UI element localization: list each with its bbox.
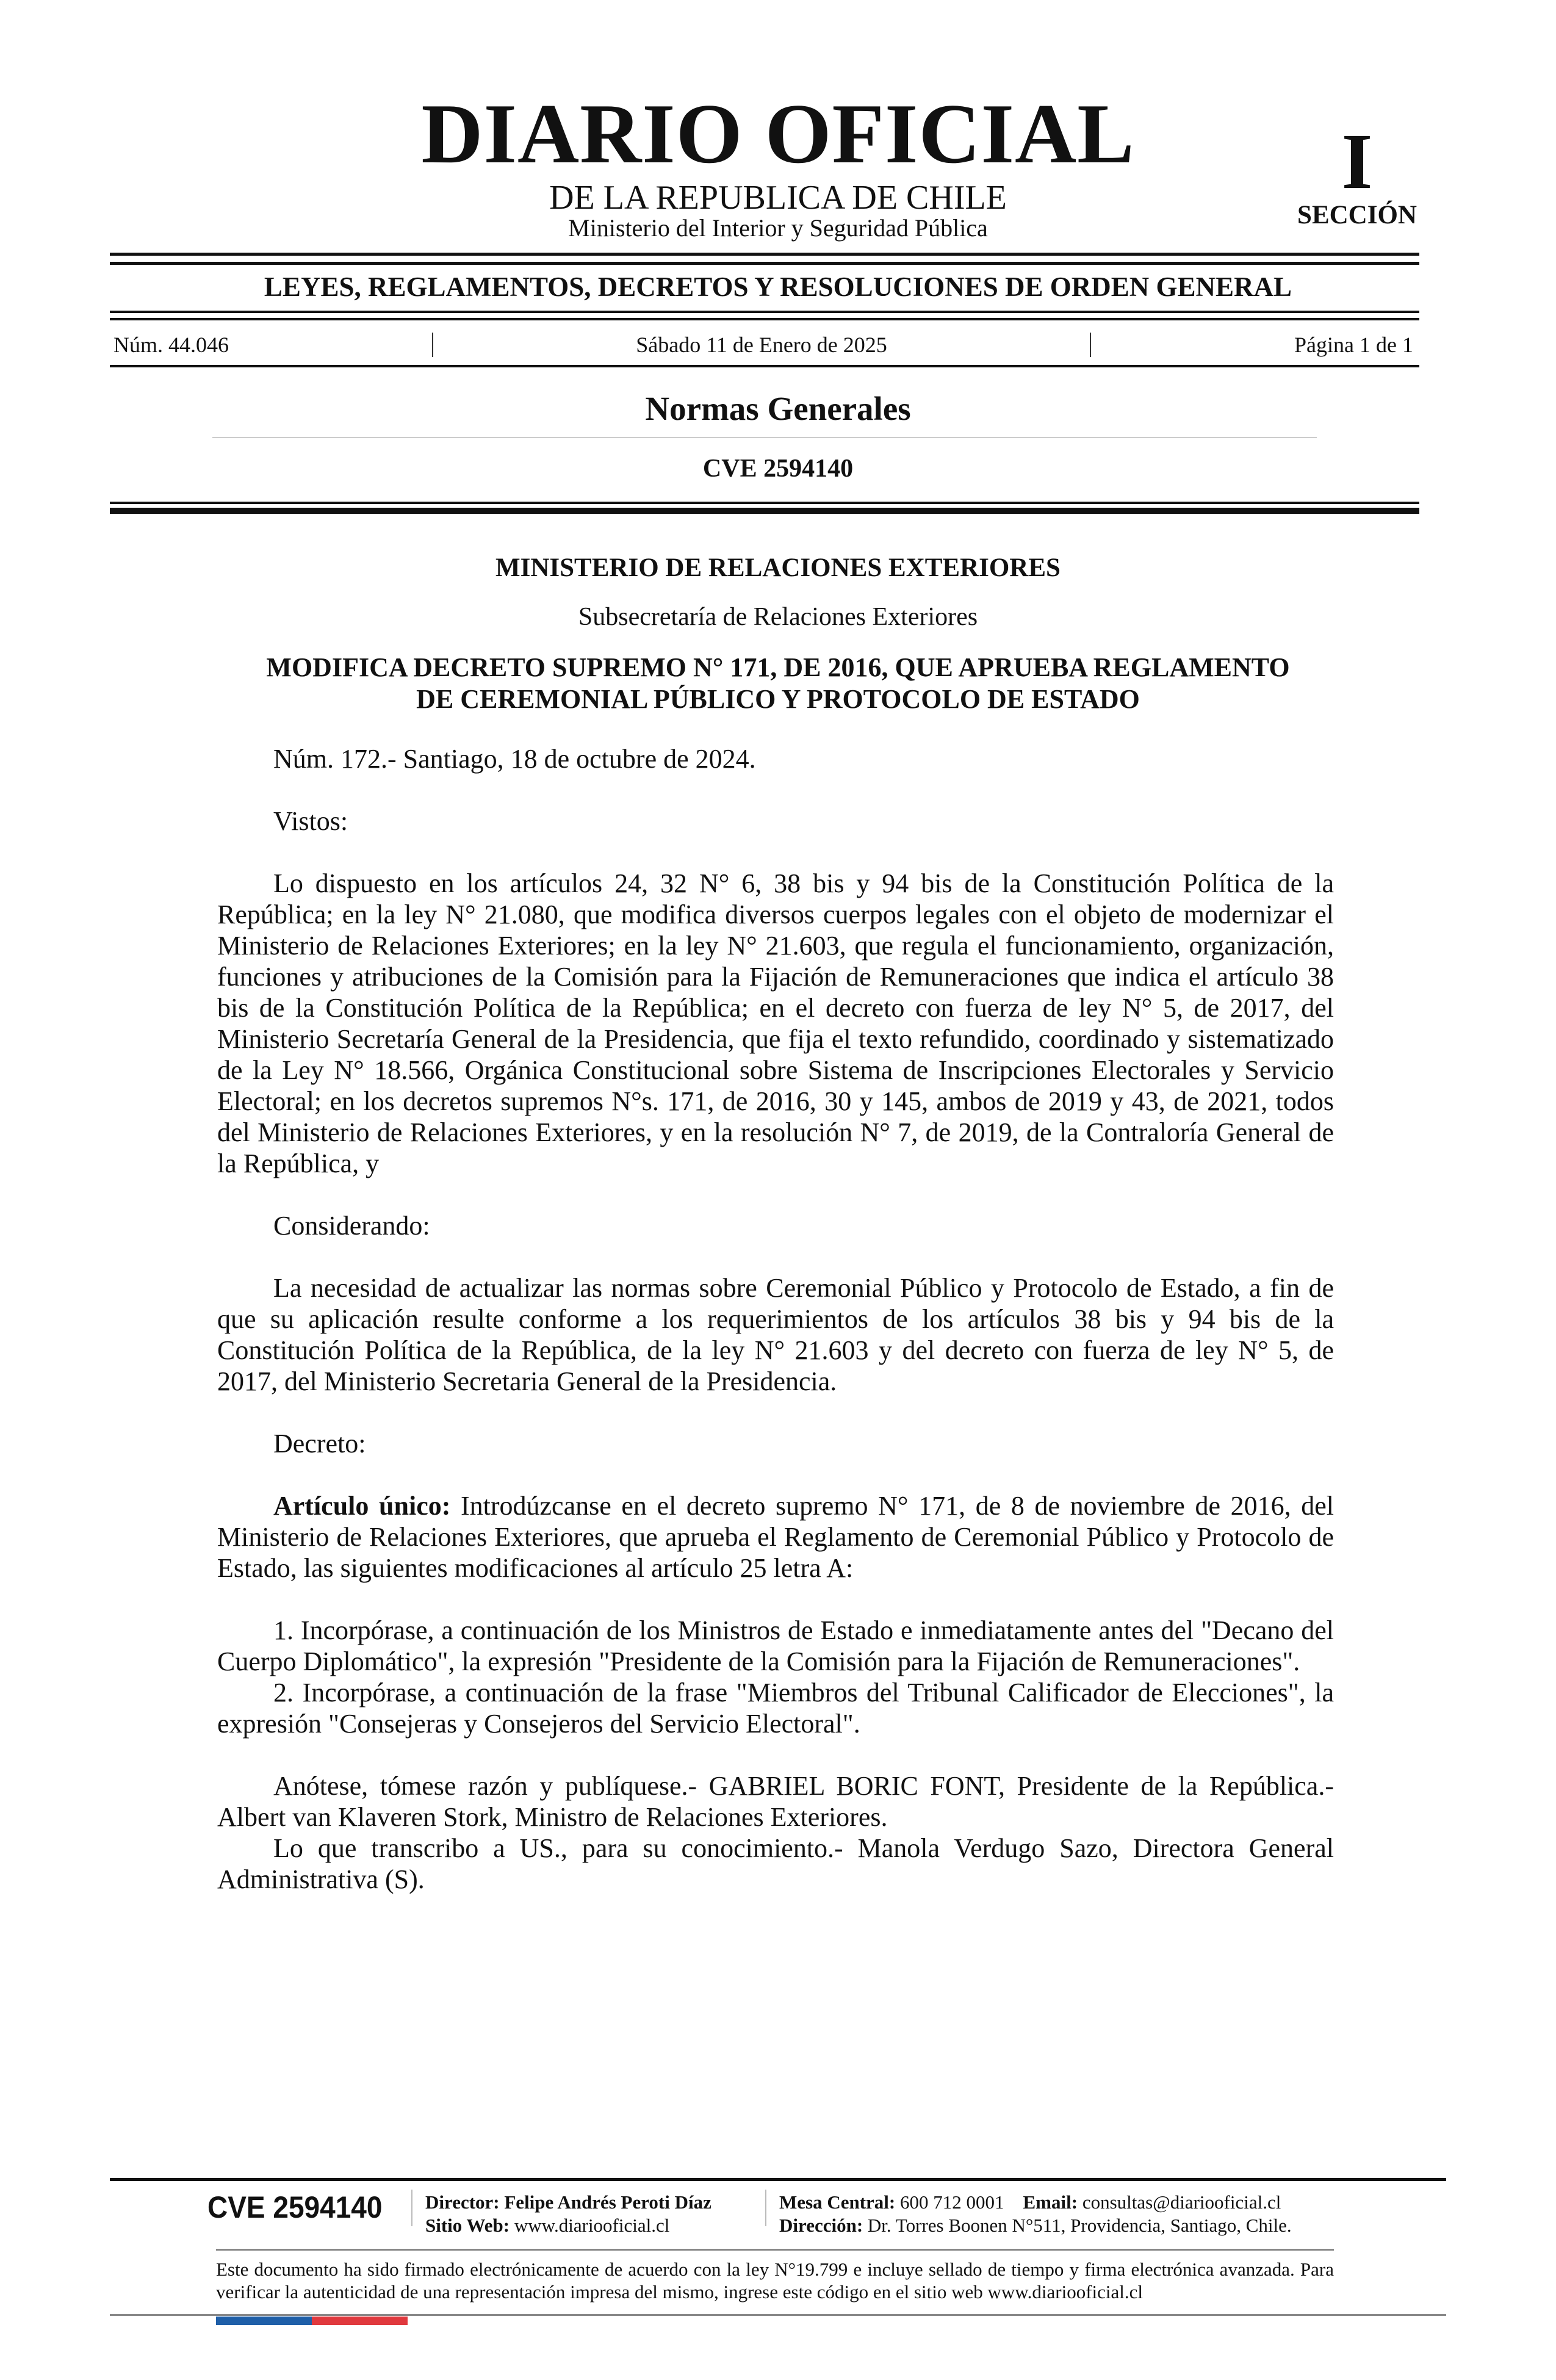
divider xyxy=(110,262,1419,265)
divider xyxy=(110,318,1419,320)
label: Email: xyxy=(1023,2191,1078,2213)
divider xyxy=(212,437,1317,438)
footer-contact-block xyxy=(779,2191,1292,2237)
item-2: 2. Incorpórase, a continuación de la frase "Miembros del Tribunal Calificador de Elecciones", la expresión "Consejeras y Consejeros del Servicio Electoral". xyxy=(217,1678,1334,1739)
document-ministry: MINISTERIO DE RELACIONES EXTERIORES xyxy=(495,554,1061,582)
title-line: DE CEREMONIAL PÚBLICO Y PROTOCOLO DE ESTADO xyxy=(416,684,1140,714)
director-name: Felipe Andrés Peroti Díaz xyxy=(504,2191,711,2213)
masthead-ministry: Ministerio del Interior y Seguridad Pública xyxy=(568,214,988,242)
title-line: MODIFICA DECRETO SUPREMO N° 171, DE 2016, QUE APRUEBA REGLAMENTO xyxy=(266,652,1290,682)
flag-stripe-red xyxy=(312,2317,408,2325)
document-body xyxy=(217,743,1334,1895)
document-title xyxy=(0,652,1556,715)
issue-row xyxy=(113,332,1413,358)
masthead-subtitle: DE LA REPUBLICA DE CHILE xyxy=(549,179,1007,217)
issue-number: Núm. 44.046 xyxy=(113,333,229,357)
cve-code: CVE 2594140 xyxy=(702,455,854,483)
decreto-label: Decreto: xyxy=(273,1429,366,1459)
norms-heading: Normas Generales xyxy=(645,390,911,427)
document-subsecretaria: Subsecretaría de Relaciones Exteriores xyxy=(578,603,978,631)
label: Director: xyxy=(425,2191,500,2213)
section-number: I xyxy=(1341,118,1373,206)
footer-cve: CVE 2594140 xyxy=(207,2190,383,2224)
divider xyxy=(110,365,1419,367)
divider xyxy=(110,253,1419,256)
flag-stripe-blue xyxy=(216,2317,312,2325)
divider xyxy=(110,311,1419,313)
considerando-label: Considerando: xyxy=(273,1211,430,1241)
articulo-text: Introdúzcanse en el decreto supremo N° 171, de 8 de noviembre de 2016, del Ministerio de Relaciones Exteriores, que aprueba el Reglamento de Ceremonial Público y Protocolo de Estado, las siguientes modificaciones al artículo 25 letra A: xyxy=(217,1491,1334,1583)
vistos-label: Vistos: xyxy=(273,806,348,836)
website-link[interactable]: www.diariooficial.cl xyxy=(514,2215,670,2236)
address: Dr. Torres Boonen N°511, Providencia, Santiago, Chile. xyxy=(867,2215,1292,2236)
section-label: SECCIÓN xyxy=(1297,201,1417,229)
issue-date: Sábado 11 de Enero de 2025 xyxy=(636,333,887,357)
considerando-paragraph: La necesidad de actualizar las normas sobre Ceremonial Público y Protocolo de Estado, a fin de que su aplicación resulte conforme a los requerimientos de los artículos 38 bis y 94 bis de la Constitución Política de la República, de la ley N° 21.603 y del decreto con fuerza de ley N° 5, de 2017, del Ministerio Secretaria General de la Presidencia. xyxy=(217,1273,1334,1396)
separator xyxy=(765,2190,766,2226)
separator xyxy=(432,333,433,357)
decree-number: Núm. 172.- Santiago, 18 de octubre de 2024. xyxy=(273,744,756,774)
masthead-title: DIARIO OFICIAL xyxy=(421,87,1135,181)
divider xyxy=(216,2249,1334,2251)
phone: 600 712 0001 xyxy=(900,2191,1004,2213)
footer-divider xyxy=(110,2178,1446,2181)
page-indicator: Página 1 de 1 xyxy=(1294,333,1413,357)
signature-note: Este documento ha sido firmado electrónicamente de acuerdo con la ley N°19.799 e incluye sellado de tiempo y firma electrónica avanzada. Para verificar la autenticidad de una representación impresa del mismo, ingrese este código en el sitio web www.diariooficial.cl xyxy=(216,2259,1334,2302)
divider xyxy=(110,502,1419,504)
divider xyxy=(110,2314,1446,2316)
label: Dirección: xyxy=(779,2215,863,2236)
closing-signatures: Anótese, tómese razón y publíquese.- GABRIEL BORIC FONT, Presidente de la República.- Albert van Klaveren Stork, Ministro de Relaciones Exteriores. xyxy=(217,1771,1334,1832)
vistos-paragraph: Lo dispuesto en los artículos 24, 32 N° 6, 38 bis y 94 bis de la Constitución Política de la República; en la ley N° 21.080, que modifica diversos cuerpos legales con el objeto de modernizar el Ministerio de Relaciones Exteriores; en la ley N° 21.603, que regula el funcionamiento, organización, funciones y atribuciones de la Comisión para la Fijación de Remuneraciones que indica el artículo 38 bis de la Constitución Política de la República; en el decreto con fuerza de ley N° 5, de 2017, del Ministerio Secretaría General de la Presidencia, que fija el texto refundido, coordinado y sistematizado de la Ley N° 18.566, Orgánica Constitucional sobre Sistema de Inscripciones Electorales y Servicio Electoral; en los decretos supremos N°s. 171, de 2016, 30 y 145, ambos de 2019 y 43, de 2021, todos del Ministerio de Relaciones Exteriores, y en la resolución N° 7, de 2019, de la Contraloría General de la República, y xyxy=(217,868,1334,1178)
footer-director-block xyxy=(425,2191,711,2237)
articulo-paragraph xyxy=(217,1490,1334,1584)
item-1: 1. Incorpórase, a continuación de los Ministros de Estado e inmediatamente antes del "Decano del Cuerpo Diplomático", la expresión "Presidente de la Comisión para la Fijación de Remuneraciones". xyxy=(217,1615,1334,1676)
label: Sitio Web: xyxy=(425,2215,510,2236)
email-link[interactable]: consultas@diariooficial.cl xyxy=(1082,2191,1281,2213)
separator xyxy=(411,2190,412,2226)
divider xyxy=(110,508,1419,514)
category-heading: LEYES, REGLAMENTOS, DECRETOS Y RESOLUCIONES DE ORDEN GENERAL xyxy=(264,272,1292,302)
separator xyxy=(1090,333,1091,357)
closing-transcription: Lo que transcribo a US., para su conocimiento.- Manola Verdugo Sazo, Directora General Administrativa (S). xyxy=(217,1833,1334,1894)
label: Mesa Central: xyxy=(779,2191,896,2213)
articulo-label: Artículo único: xyxy=(273,1491,451,1521)
